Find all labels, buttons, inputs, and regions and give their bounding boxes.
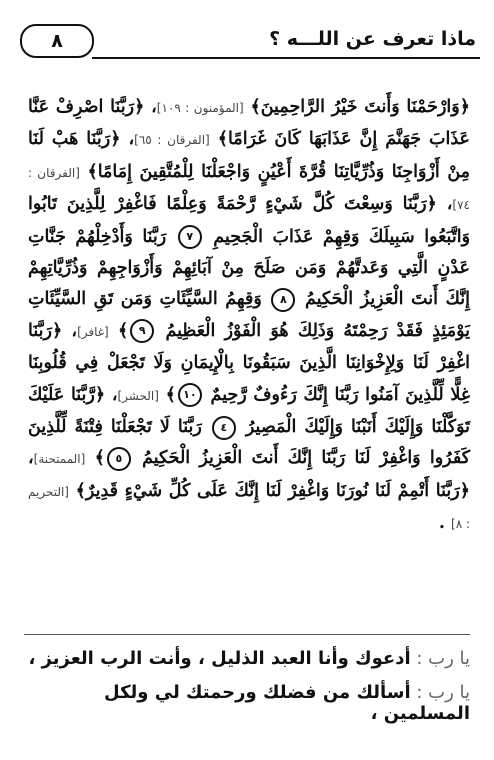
verse-text: رَبَّنَا لَا تَجْعَلْنَا فِتْنَةً لِّلَّذِينَ كَفَرُوا وَاغْفِرْ لَنَا رَبَّنَا إِنَّكَ أَنتَ الْعَزِيزُ الْحَكِيمُ (28, 417, 471, 469)
ayah-number-marker: ١٠ (178, 383, 202, 407)
verse-reference: [المؤمنون : ١٠٩] (156, 101, 244, 115)
section-divider (24, 634, 470, 635)
supplication-line (24, 648, 470, 669)
verse-reference: [الممتحنة] (33, 452, 86, 467)
verse-text: رَبَّنَا أَتْمِمْ لَنَا نُورَنَا وَاغْفِرْ لَنَا إِنَّكَ عَلَى كُلِّ شَيْءٍ قَدِيرٌ (85, 480, 460, 501)
verse-text: رَبَّنَا وَأَدْخِلْهُمْ جَنَّاتِ عَدْنٍ الَّتِي وَعَدتَّهُمْ وَمَن صَلَحَ مِنْ آبَائِهِمْ وَأَزْوَاجِهِمْ وَذُرِّيَّاتِهِمْ إِنَّكَ أَنتَ الْعَزِيزُ الْحَكِيمُ (28, 226, 471, 310)
header-divider (92, 57, 480, 59)
ayah-number-marker: ٧ (178, 225, 202, 249)
verse-text: وَقِهِمُ السَّيِّئَاتِ وَمَن تَقِ السَّيِّئَاتِ يَوْمَئِذٍ فَقَدْ رَحِمْتَهُ وَذَلِكَ هُوَ الْفَوْزُ الْعَظِيمُ (28, 289, 470, 341)
supplication-label: يا رب : (416, 682, 470, 703)
supplication-text: أدعوك وأنا العبد الذليل ، وأنت الرب العزيز ، (28, 648, 411, 669)
ayah-number-marker: ٩ (130, 319, 154, 343)
page-number: ٨ (20, 24, 94, 58)
quran-verses-block: ﴿وَارْحَمْنَا وَأَنتَ خَيْرُ الرَّاحِمِينَ﴾ [المؤمنون : ١٠٩]، ﴿رَبَّنَا اصْرِفْ عَنَّا عَذَابَ جَهَنَّمَ إِنَّ عَذَابَهَا كَانَ غَرَامًا﴾ [الفرقان : ٦٥]، ﴿رَبَّنَا هَبْ لَنَا مِنْ أَزْوَاجِنَا وَذُرِّيَّاتِنَا قُرَّةَ أَعْيُنٍ وَاجْعَلْنَا لِلْمُتَّقِينَ إِمَامًا﴾ [الفرقان : ٧٤]، ﴿رَبَّنَا وَسِعْتَ كُلَّ شَيْءٍ رَّحْمَةً وَعِلْمًا فَاغْفِرْ لِلَّذِينَ تَابُوا وَاتَّبَعُوا سَبِيلَكَ وَقِهِمْ عَذَابَ الْجَحِيمِ ٧ رَبَّنَا وَأَدْخِلْهُمْ جَنَّاتِ عَدْنٍ الَّتِي وَعَدتَّهُمْ وَمَن صَلَحَ مِنْ آبَائِهِمْ وَأَزْوَاجِهِمْ وَذُرِّيَّاتِهِمْ إِنَّكَ أَنتَ الْعَزِيزُ الْحَكِيمُ ٨ وَقِهِمُ السَّيِّئَاتِ وَمَن تَقِ السَّيِّئَاتِ يَوْمَئِذٍ فَقَدْ رَحِمْتَهُ وَذَلِكَ هُوَ الْفَوْزُ الْعَظِيمُ ٩﴾ [غافر]، ﴿رَبَّنَا اغْفِرْ لَنَا وَلِإِخْوَانِنَا الَّذِينَ سَبَقُونَا بِالْإِيمَانِ وَلَا تَجْعَلْ فِي قُلُوبِنَا غِلًّا لِّلَّذِينَ آمَنُوا رَبَّنَا إِنَّكَ رَءُوفٌ رَّحِيمٌ ١٠﴾ [الحشر]، ﴿رَّبَّنَا عَلَيْكَ تَوَكَّلْنَا وَإِلَيْكَ أَنَبْنَا وَإِلَيْكَ الْمَصِيرُ ٤ رَبَّنَا لَا تَجْعَلْنَا فِتْنَةً لِّلَّذِينَ كَفَرُوا وَاغْفِرْ لَنَا رَبَّنَا إِنَّكَ أَنتَ الْعَزِيزُ الْحَكِيمُ ٥﴾ [الممتحنة]، ﴿رَبَّنَا أَتْمِمْ لَنَا نُورَنَا وَاغْفِرْ لَنَا إِنَّكَ عَلَى كُلِّ شَيْءٍ قَدِيرٌ﴾ [التحريم : ٨] . (28, 97, 471, 534)
page-title: ماذا تعرف عن اللـــه ؟ (269, 28, 476, 50)
ayah-number-marker: ٨ (271, 288, 295, 312)
verse-reference: [الفرقان : ٦٥] (134, 133, 210, 148)
page-header (14, 22, 480, 62)
verse-text: رَبَّنَا هَبْ لَنَا مِنْ أَزْوَاجِنَا وَذُرِّيَّاتِنَا قُرَّةَ أَعْيُنٍ وَاجْعَلْنَا لِلْمُتَّقِينَ إِمَامًا (28, 129, 471, 182)
verse-reference: [غافر] (77, 324, 109, 339)
supplication-label: يا رب : (416, 648, 470, 669)
ayah-number-marker: ٤ (212, 416, 236, 440)
verse-text: رَبَّنَا وَسِعْتَ كُلَّ شَيْءٍ رَّحْمَةً وَعِلْمًا فَاغْفِرْ لِلَّذِينَ تَابُوا وَاتَّبَعُوا سَبِيلَكَ وَقِهِمْ عَذَابَ الْجَحِيمِ (28, 194, 471, 247)
verse-text: رَبَّنَا اغْفِرْ لَنَا وَلِإِخْوَانِنَا الَّذِينَ سَبَقُونَا بِالْإِيمَانِ وَلَا تَجْعَلْ فِي قُلُوبِنَا غِلًّا لِّلَّذِينَ آمَنُوا رَبَّنَا إِنَّكَ رَءُوفٌ رَّحِيمٌ (28, 320, 470, 405)
verse-reference: [الفرقان : ٧٤] (28, 165, 470, 213)
verse-reference: [الحشر] (117, 388, 159, 403)
supplication-text: أسألك من فضلك ورحمتك لي ولكل المسلمين ، (104, 682, 470, 724)
verse-text: رَّبَّنَا عَلَيْكَ تَوَكَّلْنَا وَإِلَيْكَ أَنَبْنَا وَإِلَيْكَ الْمَصِيرُ (28, 384, 471, 438)
verse-text: رَبَّنَا اصْرِفْ عَنَّا عَذَابَ جَهَنَّمَ إِنَّ عَذَابَهَا كَانَ غَرَامًا (28, 97, 470, 150)
supplication-line (24, 682, 470, 724)
ayah-number-marker: ٥ (107, 447, 131, 471)
verse-reference: [التحريم : ٨] (28, 484, 470, 532)
verse-text: وَارْحَمْنَا وَأَنتَ خَيْرُ الرَّاحِمِينَ (260, 97, 460, 117)
